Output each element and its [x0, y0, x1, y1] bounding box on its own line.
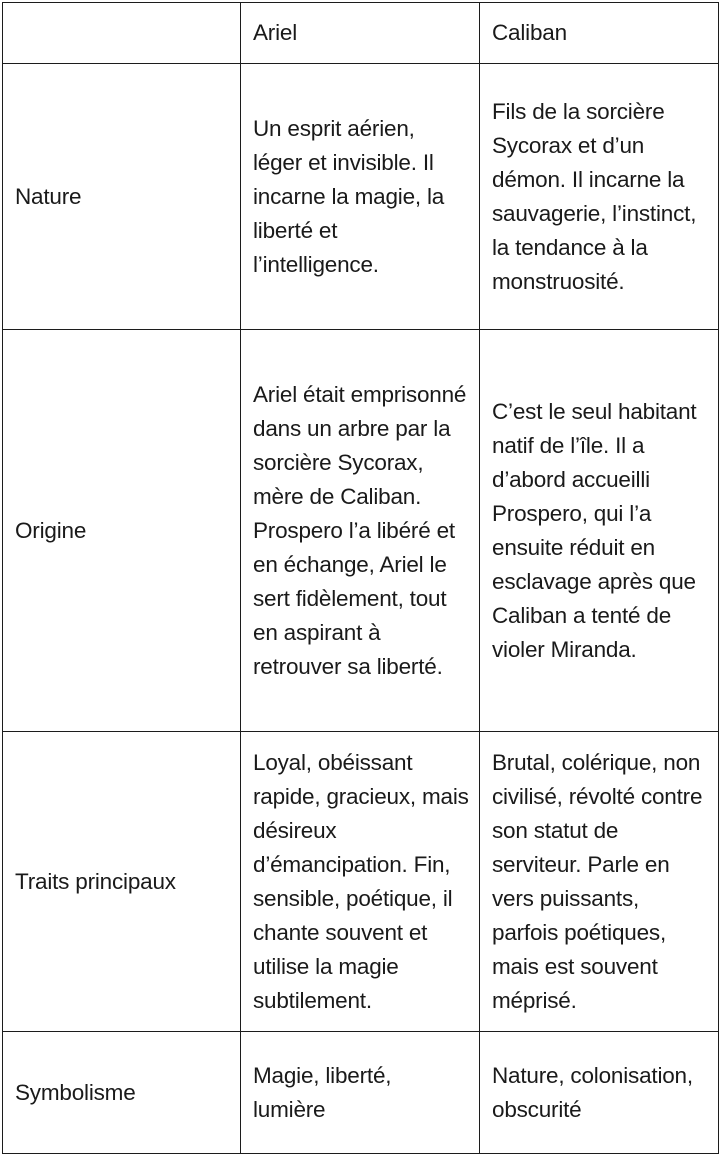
comparison-table	[2, 2, 719, 1154]
cell-caliban-symbolisme: Nature, colonisation, obscurité	[480, 1032, 719, 1154]
row-label-symbolisme: Symbolisme	[3, 1032, 241, 1154]
row-symbolisme	[3, 1032, 719, 1154]
header-row	[3, 3, 719, 64]
row-nature	[3, 64, 719, 330]
cell-ariel-traits: Loyal, obéissant rapide, gracieux, mais désireux d’émancipation. Fin, sensible, poétique, il chante souvent et utilise la magie subtilement.	[241, 732, 480, 1032]
cell-ariel-nature: Un esprit aérien, léger et invisible. Il incarne la magie, la liberté et l’intelligence.	[241, 64, 480, 330]
row-traits	[3, 732, 719, 1032]
row-label-origine: Origine	[3, 330, 241, 732]
header-caliban: Caliban	[480, 3, 719, 64]
row-label-nature: Nature	[3, 64, 241, 330]
cell-caliban-origine: C’est le seul habitant natif de l’île. Il a d’abord accueilli Prospero, qui l’a ensuite réduit en esclavage après que Caliban a tenté de violer Miranda.	[480, 330, 719, 732]
header-ariel: Ariel	[241, 3, 480, 64]
header-empty-cell	[3, 3, 241, 64]
cell-caliban-nature: Fils de la sorcière Sycorax et d’un démon. Il incarne la sauvagerie, l’instinct, la tendance à la monstruosité.	[480, 64, 719, 330]
cell-caliban-traits: Brutal, colérique, non civilisé, révolté contre son statut de serviteur. Parle en vers puissants, parfois poétiques, mais est souvent méprisé.	[480, 732, 719, 1032]
cell-ariel-origine: Ariel était emprisonné dans un arbre par la sorcière Sycorax, mère de Caliban. Prospero l’a libéré et en échange, Ariel le sert fidèlement, tout en aspirant à retrouver sa liberté.	[241, 330, 480, 732]
row-label-traits: Traits principaux	[3, 732, 241, 1032]
row-origine	[3, 330, 719, 732]
cell-ariel-symbolisme: Magie, liberté, lumière	[241, 1032, 480, 1154]
